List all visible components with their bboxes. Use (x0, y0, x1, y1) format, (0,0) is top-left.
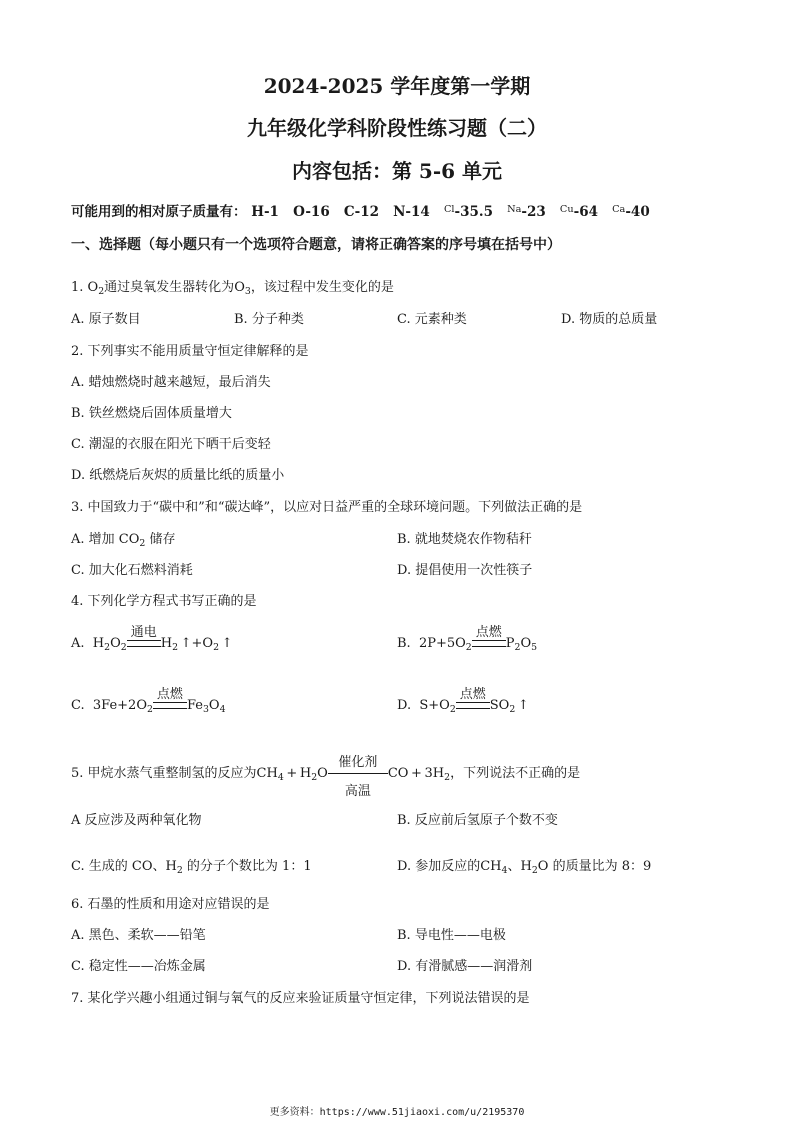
q4-option-c: C. $3Fe+2O_2$ 点燃 $Fe_3O_4$ (71, 698, 226, 713)
q6-option-b: B. 导电性——电极 (397, 928, 506, 943)
q2-option-d: D. 纸燃烧后灰烬的质量比纸的质量小 (71, 468, 285, 483)
q5-stem-pre: 5. 甲烷水蒸气重整制氢的反应为 (71, 766, 257, 781)
q1-number: 1. (71, 280, 84, 295)
mass-cl-value: -35.5 (454, 204, 493, 220)
q6-option-d: D. 有滑腻感——润滑剂 (397, 959, 533, 974)
q5-option-c-pre: C. 生成的 CO、 (71, 859, 166, 874)
q3-option-d: D. 提倡使用一次性筷子 (397, 563, 533, 578)
q5-option-d-mid: 、 (507, 859, 521, 874)
q2-option-c: C. 潮湿的衣服在阳光下晒干后变轻 (71, 437, 271, 452)
footer-link[interactable]: 更多资料：https://www.51jiaoxi.com/u/2195370 (269, 1107, 525, 1118)
q1-option-c: C. 元素种类 (397, 312, 467, 327)
condition-ignite-d: 点燃 (459, 687, 486, 702)
mass-o: O-16 (293, 204, 330, 220)
q4-label-d: D. (397, 698, 412, 713)
q3-stem: 3. 中国致力于“碳中和”和“碳达峰”，以应对日益严重的全球环境问题。下列做法正确的是 (71, 500, 583, 515)
q5-option-a: A 反应涉及两种氧化物 (71, 813, 202, 828)
condition-ignite-b: 点燃 (475, 625, 502, 640)
q1-formula-o3: $O_3$ (234, 280, 251, 298)
mass-h: H-1 (251, 204, 279, 220)
q3-option-a: A. 增加 $CO_2$ 储存 (71, 532, 176, 550)
mass-n: N-14 (393, 204, 430, 220)
q5-option-c: C. 生成的 CO、$H_2$ 的分子个数比为 1：1 (71, 859, 312, 877)
q6-option-c: C. 稳定性——冶炼金属 (71, 959, 206, 974)
mass-cu-value: -64 (573, 204, 598, 220)
mass-ca-symbol: Ca (612, 203, 626, 215)
condition-ignite-c: 点燃 (156, 687, 183, 702)
q6-option-a: A. 黑色、柔软——铅笔 (71, 928, 206, 943)
mass-na-symbol: Na (507, 203, 522, 215)
mass-cu-symbol: Cu (559, 203, 574, 215)
q1-text1: 通过臭氧发生器转化为 (104, 280, 235, 295)
q1-stem (71, 276, 394, 298)
q3-option-c: C. 加大化石燃料消耗 (71, 563, 193, 578)
q3-option-a-pre: A. 增加 CO (71, 532, 140, 547)
q2-option-b: B. 铁丝燃烧后固体质量增大 (71, 406, 232, 421)
condition-high-temp: 高温 (344, 784, 371, 799)
q2-option-a: A. 蜡烛燃烧时越来越短，最后消失 (71, 375, 271, 390)
q4-option-b: B. $2P+5O_2$ 点燃 $P_2O_5$ (397, 636, 537, 651)
q3-option-b: B. 就地焚烧农作物秸秆 (397, 532, 532, 547)
exam-subject-title: 九年级化学科阶段性练习题（二） (247, 116, 547, 140)
q5-option-b: B. 反应前后氢原子个数不变 (397, 813, 558, 828)
q1-option-a: A. 原子数目 (71, 312, 141, 327)
q5-option-d-pre: D. 参加反应的 (397, 859, 481, 874)
q4-label-b: B. (397, 636, 411, 651)
q1-text2: ，该过程中发生变化的是 (250, 280, 394, 295)
q7-stem: 7. 某化学兴趣小组通过铜与氧气的反应来验证质量守恒定律，下列说法错误的是 (71, 991, 530, 1006)
condition-electric: 通电 (130, 625, 157, 640)
q2-stem: 2. 下列事实不能用质量守恒定律解释的是 (71, 344, 309, 359)
q6-stem: 6. 石墨的性质和用途对应错误的是 (71, 897, 270, 912)
q1-option-d: D. 物质的总质量 (561, 312, 658, 327)
q5-stem: 5. 甲烷水蒸气重整制氢的反应为$CH_4 + H_2O$ 催化剂 高温 CO + $3H_2$，下列说法不正确的是 (71, 762, 580, 781)
mass-na-value: -23 (521, 204, 546, 220)
q5-option-d: D. 参加反应的$CH_4$、$H_2O$ 的质量比为 8：9 (397, 859, 652, 877)
q5-option-c-post: 的分子个数比为 1：1 (182, 859, 312, 874)
q1-formula-o2: $O_2$ (87, 280, 105, 298)
q3-option-a-post: 储存 (145, 532, 176, 547)
condition-catalyst: 催化剂 (338, 755, 378, 770)
q5-option-d-post: 的质量比为 8：9 (548, 859, 652, 874)
mass-c: C-12 (343, 204, 379, 220)
mass-ca-value: -40 (625, 204, 650, 220)
atomic-masses-label: 可能用到的相对原子质量有： (71, 204, 247, 220)
section1-title: 一、选择题（每小题只有一个选项符合题意，请将正确答案的序号填在括号中） (71, 237, 561, 253)
exam-scope-title: 内容包括：第 5-6 单元 (291, 159, 503, 183)
atomic-masses-line (71, 200, 650, 220)
exam-year-title: 2024-2025 学年度第一学期 (263, 74, 531, 98)
q4-stem: 4. 下列化学方程式书写正确的是 (71, 594, 257, 609)
q4-option-a: A. $H_2O_2$ 通电 $H_2$ $↑+O_2$ ↑ (71, 636, 233, 651)
q4-option-d: D. $S+O_2$ 点燃 $SO_2$ ↑ (397, 698, 529, 713)
mass-cl-symbol: Cl (443, 203, 455, 215)
q4-label-a: A. (71, 636, 85, 651)
q1-option-b: B. 分子种类 (234, 312, 304, 327)
q4-label-c: C. (71, 698, 85, 713)
q5-stem-post: ，下列说法不正确的是 (450, 766, 581, 781)
